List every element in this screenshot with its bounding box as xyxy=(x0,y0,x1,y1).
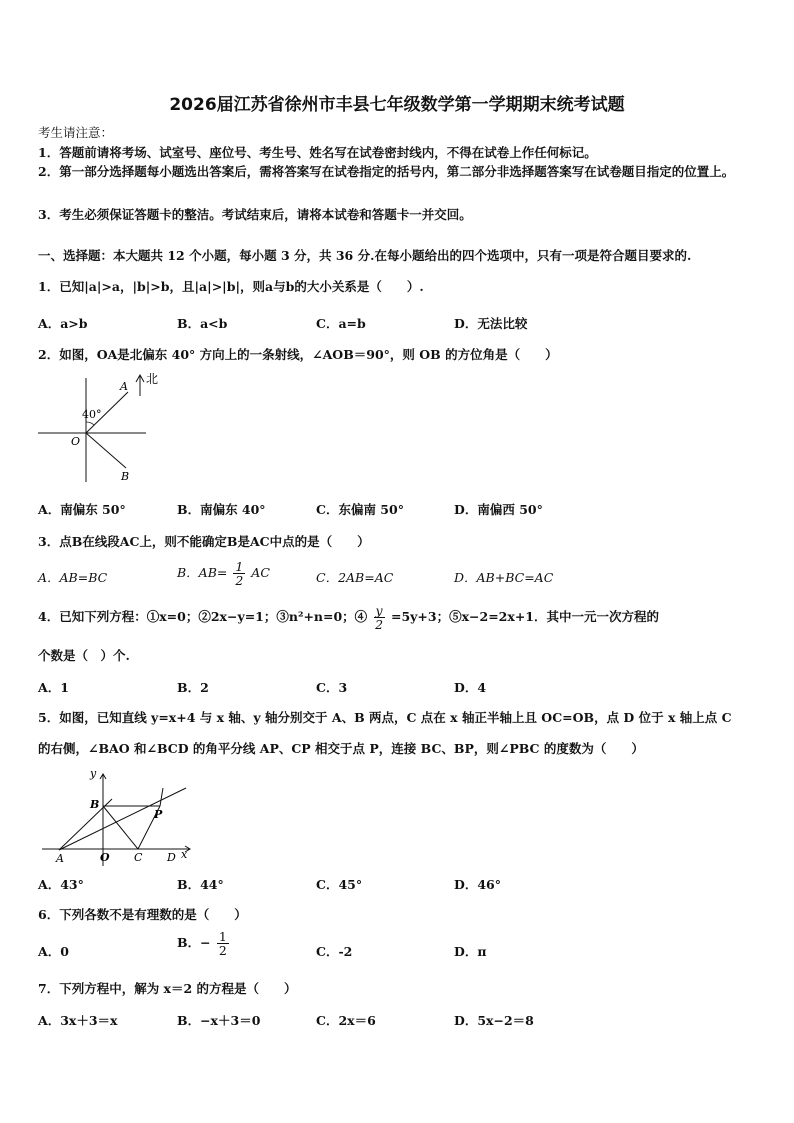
q5-point-b: B xyxy=(90,798,100,811)
q2-north-label: 北 xyxy=(146,372,159,386)
q6-frac-den: 2 xyxy=(218,943,227,958)
q2-option-d[interactable]: D．南偏西 50° xyxy=(454,502,543,517)
q2-stem: 2．如图，OA是北偏东 40° 方向上的一条射线，∠AOB＝90°，则 OB 的方位角是（ ） xyxy=(38,347,558,362)
q3-option-b-fraction xyxy=(233,560,245,587)
q4-stem-line2: 个数是（ ）个. xyxy=(38,648,130,663)
q2-angle-label: 40° xyxy=(82,408,102,421)
q3-frac-den: 2 xyxy=(235,573,244,588)
q2-point-b: B xyxy=(121,470,130,483)
page-title: 2026届江苏省徐州市丰县七年级数学第一学期期末统考试题 xyxy=(169,95,625,115)
q5-point-c: C xyxy=(134,851,143,864)
q7-option-b[interactable]: B．−x＋3＝0 xyxy=(177,1013,261,1028)
q2-point-a: A xyxy=(120,380,128,393)
q7-stem: 7．下列方程中，解为 x＝2 的方程是（ ） xyxy=(38,981,297,996)
q2-option-a[interactable]: A．南偏东 50° xyxy=(38,502,126,517)
q3-option-d[interactable]: D．AB+BC=AC xyxy=(454,570,554,585)
q7-option-a[interactable]: A．3x＋3＝x xyxy=(38,1013,118,1028)
q3-option-a[interactable]: A．AB=BC xyxy=(38,570,108,585)
q4-stem xyxy=(38,604,659,631)
q3-option-c[interactable]: C．2AB=AC xyxy=(316,570,394,585)
q4-option-b[interactable]: B．2 xyxy=(177,680,209,695)
q5-stem-line2: 的右侧，∠BAO 和∠BCD 的角平分线 AP、CP 相交于点 P，连接 BC、BP，则∠PBC 的度数为（ ） xyxy=(38,741,644,756)
q1-option-c[interactable]: C．a=b xyxy=(316,316,366,331)
q4-frac-num: y xyxy=(375,603,383,618)
notice-item-2: 2．第一部分选择题每小题选出答案后，需将答案写在试卷指定的括号内，第二部分非选择题答案写在试卷题目指定的位置上。 xyxy=(38,164,735,179)
q5-option-d[interactable]: D．46° xyxy=(454,877,501,892)
q5-point-a: A xyxy=(56,852,64,865)
q4-stem-part2: =5y+3；⑤x−2=2x+1．其中一元一次方程的 xyxy=(390,609,659,624)
q3-option-b-tail: AC xyxy=(251,565,270,580)
q5-point-d: D xyxy=(167,851,176,864)
q5-point-o: O xyxy=(100,851,110,864)
q6-stem: 6．下列各数不是有理数的是（ ） xyxy=(38,907,247,922)
notice-item-3: 3．考生必须保证答题卡的整洁。考试结束后，请将本试卷和答题卡一并交回。 xyxy=(38,207,472,222)
q1-option-a[interactable]: A．a>b xyxy=(38,316,88,331)
q4-frac-den: 2 xyxy=(375,617,384,632)
q7-option-c[interactable]: C．2x＝6 xyxy=(316,1013,376,1028)
q6-frac-num: 1 xyxy=(218,929,227,944)
q5-x-axis-label: x xyxy=(181,848,188,861)
q1-option-b[interactable]: B．a<b xyxy=(177,316,228,331)
q6-option-d[interactable]: D．π xyxy=(454,944,487,959)
q1-stem: 1．已知|a|>a，|b|>b，且|a|>|b|，则a与b的大小关系是（ ）. xyxy=(38,279,424,294)
q3-option-b[interactable] xyxy=(177,560,270,587)
q2-point-o: O xyxy=(71,435,81,448)
q4-option-c[interactable]: C．3 xyxy=(316,680,348,695)
q4-stem-part1: 4．已知下列方程：①x=0；②2x−y=1；③n²+n=0；④ xyxy=(38,609,368,624)
notice-item-1: 1．答题前请将考场、试室号、座位号、考生号、姓名写在试卷密封线内，不得在试卷上作任何标记。 xyxy=(38,145,597,160)
q3-stem: 3．点B在线段AC上，则不能确定B是AC中点的是（ ） xyxy=(38,534,370,549)
q6-option-b-text: B．− xyxy=(177,935,211,950)
q5-point-p: P xyxy=(154,808,163,821)
q2-direction-figure xyxy=(36,370,166,485)
q6-option-a[interactable]: A．0 xyxy=(38,944,69,959)
notice-heading: 考生请注意： xyxy=(38,125,114,140)
q7-option-d[interactable]: D．5x−2＝8 xyxy=(454,1013,534,1028)
q2-option-c[interactable]: C．东偏南 50° xyxy=(316,502,404,517)
q5-stem-line1: 5．如图，已知直线 y=x+4 与 x 轴、y 轴分别交于 A、B 两点，C 点在 x 轴正半轴上且 OC=OB，点 D 位于 x 轴上点 C xyxy=(38,710,732,725)
q6-option-c[interactable]: C．-2 xyxy=(316,944,353,959)
q5-option-b[interactable]: B．44° xyxy=(177,877,224,892)
q4-option-d[interactable]: D．4 xyxy=(454,680,487,695)
q5-option-c[interactable]: C．45° xyxy=(316,877,363,892)
q6-option-b[interactable] xyxy=(177,930,231,957)
q3-frac-num: 1 xyxy=(235,559,244,574)
q3-option-b-text: B．AB= xyxy=(177,565,228,580)
q1-option-d[interactable]: D．无法比较 xyxy=(454,316,528,331)
q2-option-b[interactable]: B．南偏东 40° xyxy=(177,502,266,517)
q6-option-b-fraction xyxy=(217,930,229,957)
section-heading: 一、选择题：本大题共 12 个小题，每小题 3 分，共 36 分.在每小题给出的四个选项中，只有一项是符合题目要求的. xyxy=(38,248,692,263)
q4-fraction xyxy=(374,604,385,631)
q5-y-axis-label: y xyxy=(90,768,97,780)
q4-option-a[interactable]: A．1 xyxy=(38,680,69,695)
q5-coordinate-figure xyxy=(40,768,200,868)
q5-option-a[interactable]: A．43° xyxy=(38,877,84,892)
